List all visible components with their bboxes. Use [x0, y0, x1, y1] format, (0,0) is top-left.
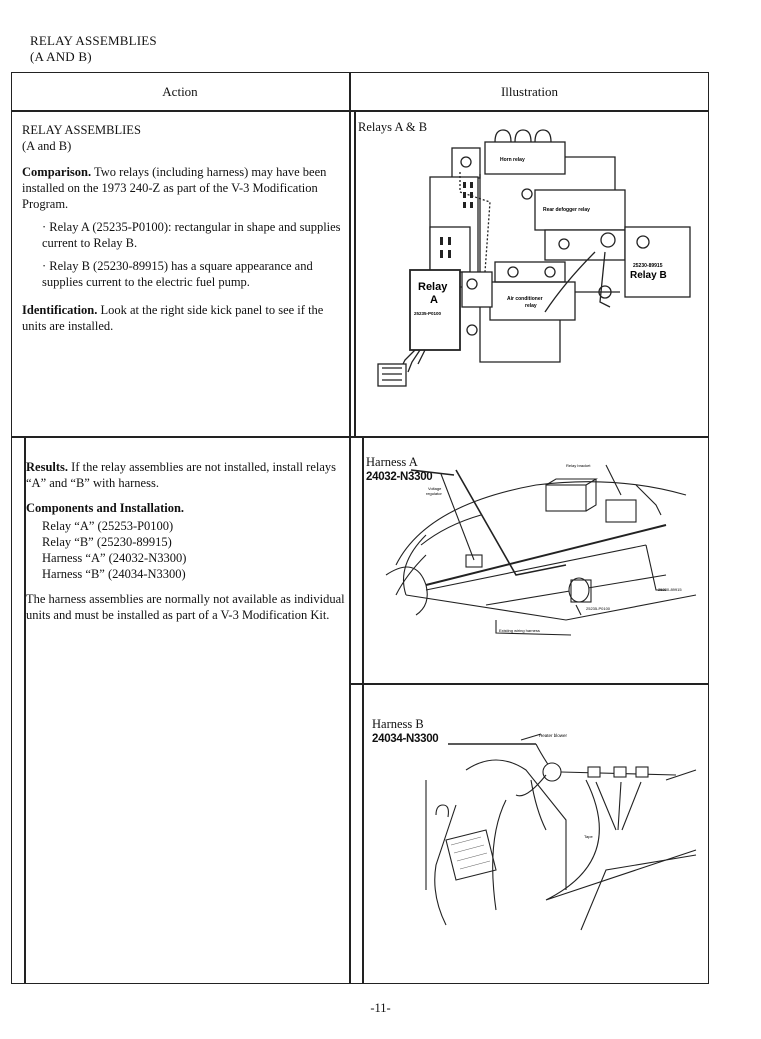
comparison-text: Two relays (including harness) may have been installed on the 1973 240-Z as part of the V-3 Modification Program. [22, 165, 327, 211]
comparison-paragraph [22, 164, 344, 212]
fig-inner-left-2 [362, 437, 364, 983]
relays-illustration [360, 112, 705, 434]
horn-relay-label: Horn relay [500, 157, 525, 163]
component-item: Relay “B” (25230-89915) [42, 535, 172, 549]
relay-a-part: 25235-P0100 [414, 311, 442, 316]
fig-inner-left [354, 110, 356, 436]
fig2-part-number: 24032-N3300 [366, 471, 433, 483]
tape-label: Tape [584, 834, 593, 839]
relay-b-label: Relay B [630, 270, 667, 281]
heading-line1: RELAY ASSEMBLIES [30, 33, 157, 48]
existing-harness-label: Existing wiring harness [499, 628, 540, 633]
voltage-label-2: regulator [426, 491, 442, 496]
relay-a-label-2: A [430, 294, 438, 306]
relay-b-part: 25230-89915 [633, 263, 663, 269]
col-head-action: Action [162, 84, 198, 99]
identification-label: Identification. [22, 303, 98, 317]
component-item: Harness “A” (24032-N3300) [42, 551, 187, 565]
page-heading [30, 33, 157, 65]
section1-text [22, 122, 344, 334]
component-item: Harness “B” (24034-N3300) [42, 567, 186, 581]
results-text: If the relay assemblies are not installed, install relays “A” and “B” with harness. [26, 460, 336, 490]
identification-text: Look at the right side kick panel to see if the units are installed. [22, 303, 324, 333]
voltage-label-1: Voltage [428, 486, 442, 491]
ac-relay-label-1: Air conditioner [507, 296, 543, 302]
section2-text [26, 459, 356, 623]
components-title: Components and Installation. [26, 501, 185, 515]
relay-a-description: · Relay A (25235-P0100): rectangular in shape and supplies current to Relay B. [42, 220, 341, 250]
section1-title1: RELAY ASSEMBLIES [22, 123, 141, 137]
results-label: Results. [26, 460, 69, 474]
heading-line2: (A AND B) [30, 49, 92, 64]
relay-bracket-label: Relay bracket [566, 463, 591, 468]
fig-divider [349, 683, 709, 685]
row-divider [11, 436, 709, 438]
results-paragraph [26, 459, 356, 491]
fig3-caption: Harness B [372, 717, 424, 731]
section1-title2: (A and B) [22, 139, 72, 153]
rear-defogger-label: Rear defogger relay [543, 207, 590, 213]
component-item: Relay “A” (25253-P0100) [42, 519, 174, 533]
fig3-part-number: 24034-N3300 [372, 733, 439, 745]
relay-a-small-label: 25235-P0100 [586, 606, 611, 611]
fig2-caption: Harness A [366, 455, 418, 469]
ac-relay-label-2: relay [525, 303, 537, 309]
components-list [26, 518, 356, 582]
harness-b-illustration [366, 720, 706, 940]
heater-blower-label: Heater blower [539, 733, 568, 738]
fig1-caption: Relays A & B [358, 120, 428, 134]
page-number: -11- [370, 1001, 391, 1015]
identification-paragraph [22, 302, 344, 334]
relay-b-small-label: 25230-89915 [658, 587, 682, 592]
harness-note: The harness assemblies are normally not available as individual units and must be installed as part of a V-3 Modification Kit. [26, 592, 345, 622]
harness-a-illustration [366, 445, 706, 681]
col-head-illustration: Illustration [500, 84, 559, 99]
relay-a-label-1: Relay [418, 281, 448, 293]
comparison-label: Comparison. [22, 165, 92, 179]
relay-b-description: · Relay B (25230-89915) has a square appearance and supplies current to the electric fuel pump. [42, 259, 313, 289]
